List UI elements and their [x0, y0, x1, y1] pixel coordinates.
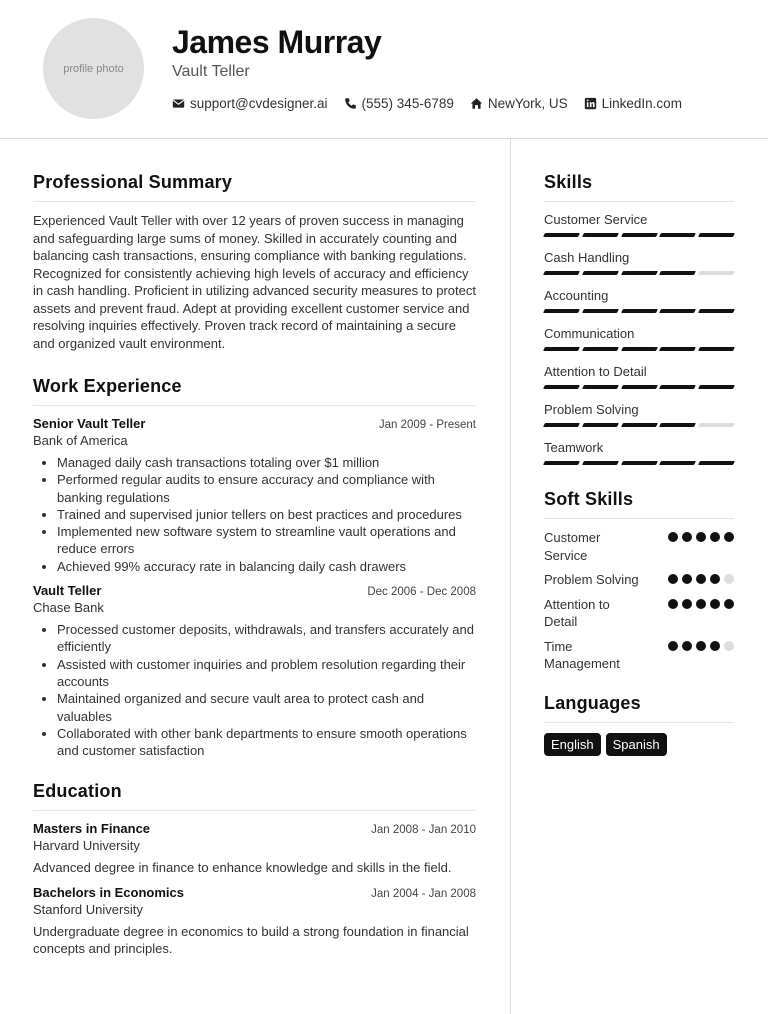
education-entry	[33, 821, 476, 877]
skill-item	[544, 212, 734, 237]
rating-dot	[696, 599, 706, 609]
education-entry	[33, 885, 476, 958]
job-title: Senior Vault Teller	[33, 416, 146, 431]
skill-level-bar	[544, 271, 734, 275]
skill-level-segment	[659, 423, 696, 427]
soft-skill-item	[544, 571, 734, 589]
skill-level-bar	[544, 461, 734, 465]
education-list	[33, 821, 476, 958]
skill-name: Cash Handling	[544, 250, 630, 265]
skill-name: Customer Service	[544, 212, 648, 227]
rating-dot	[724, 641, 734, 651]
skill-item	[544, 250, 734, 275]
profile-photo-placeholder: profile photo	[63, 62, 124, 75]
job-company: Bank of America	[33, 433, 128, 448]
rating-dot	[710, 599, 720, 609]
contact-phone[interactable]	[344, 96, 454, 111]
languages-section	[544, 693, 734, 756]
resume-header	[0, 0, 768, 139]
job-list	[33, 416, 476, 759]
job-date: Dec 2006 - Dec 2008	[367, 586, 476, 599]
main-column	[33, 172, 476, 962]
contact-linkedin-text: LinkedIn.com	[601, 96, 682, 111]
skill-level-segment	[621, 347, 658, 351]
job-bullet: Collaborated with other bank departments to ensure smooth operations and customer satisfaction	[57, 725, 476, 760]
soft-skill-item	[544, 529, 734, 564]
skill-level-segment	[543, 385, 580, 389]
summary-text: Experienced Vault Teller with over 12 years of proven success in managing and safeguarding large sums of money. Skilled in accurately counting and balancing cash transactions, ensuring compliance with banking regulations. Recognized for consistently achieving high levels of accuracy and efficiency in cash handling. Proficient in utilizing advanced security measures to protect assets and prevent fraud. Adept at providing excellent customer service and resolving inquiries effectively. Proven track record of maintaining a secure and organized vault environment.	[33, 213, 476, 351]
skills-list	[544, 212, 734, 465]
soft-skills-section	[544, 489, 734, 673]
skill-level-segment	[659, 309, 696, 313]
skill-level-segment	[698, 233, 735, 237]
skill-level-segment	[621, 461, 658, 465]
education-header	[33, 821, 476, 836]
education-description: Advanced degree in finance to enhance knowledge and skills in the field.	[33, 860, 452, 876]
skill-level-bar	[544, 423, 734, 427]
skill-level-segment	[659, 385, 696, 389]
job-entry	[33, 583, 476, 759]
skill-level-segment	[582, 233, 619, 237]
soft-skill-name: Attention to Detail	[544, 596, 610, 629]
rating-dot	[724, 599, 734, 609]
soft-skill-name: Time Management	[544, 638, 620, 671]
skill-level-segment	[659, 347, 696, 351]
skill-level-segment	[698, 385, 735, 389]
soft-skill-rating	[668, 641, 734, 651]
job-date: Jan 2009 - Present	[378, 419, 476, 431]
education-degree: Masters in Finance	[33, 821, 151, 837]
education-date: Jan 2008 - Jan 2010	[371, 824, 476, 837]
skill-level-segment	[698, 309, 735, 313]
soft-skills-title: Soft Skills	[544, 489, 734, 519]
skill-name: Teamwork	[544, 440, 604, 455]
contact-location-text: NewYork, US	[487, 96, 568, 111]
job-bullet: Performed regular audits to ensure accuracy and compliance with banking regulations	[57, 471, 476, 506]
education-date: Jan 2004 - Jan 2008	[371, 887, 476, 900]
rating-dot	[682, 641, 692, 651]
job-bullet: Implemented new software system to streamline vault operations and reduce errors	[57, 523, 476, 558]
rating-dot	[710, 574, 720, 584]
skill-level-segment	[582, 347, 619, 351]
education-description: Undergraduate degree in economics to build a strong foundation in financial concepts and principles.	[33, 923, 469, 957]
soft-skills-list	[544, 529, 734, 673]
skill-level-bar	[544, 385, 734, 389]
rating-dot	[724, 574, 734, 584]
job-header	[33, 583, 476, 598]
contact-email[interactable]	[172, 96, 328, 111]
contact-email-text: support@cvdesigner.ai	[190, 96, 328, 111]
skill-level-segment	[621, 271, 658, 275]
skill-name: Problem Solving	[544, 402, 639, 417]
phone-icon	[344, 97, 357, 110]
skill-item	[544, 364, 734, 389]
soft-skill-item	[544, 596, 734, 631]
skill-name: Accounting	[544, 288, 609, 303]
rating-dot	[668, 599, 678, 609]
rating-dot	[696, 532, 706, 542]
skill-level-segment	[621, 309, 658, 313]
contact-phone-text: (555) 345-6789	[361, 96, 454, 111]
skill-level-segment	[582, 423, 619, 427]
rating-dot	[696, 574, 706, 584]
work-section	[33, 376, 476, 759]
rating-dot	[710, 532, 720, 542]
skill-level-segment	[582, 309, 619, 313]
contact-bar	[172, 96, 698, 111]
skill-level-segment	[698, 423, 735, 427]
language-badge: English	[544, 733, 601, 756]
rating-dot	[682, 599, 692, 609]
skill-item	[544, 440, 734, 465]
job-bullets	[33, 621, 476, 759]
contact-linkedin[interactable]	[584, 96, 682, 111]
language-badge: Spanish	[606, 733, 667, 756]
rating-dot	[724, 532, 734, 542]
skill-level-segment	[698, 271, 735, 275]
skill-level-segment	[543, 461, 580, 465]
job-bullet: Achieved 99% accuracy rate in balancing daily cash drawers	[57, 558, 476, 575]
summary-section	[33, 172, 476, 352]
job-bullet: Managed daily cash transactions totaling over $1 million	[57, 454, 476, 471]
job-bullet: Processed customer deposits, withdrawals, and transfers accurately and efficiently	[57, 621, 476, 656]
skill-level-segment	[698, 461, 735, 465]
skill-level-bar	[544, 233, 734, 237]
rating-dot	[696, 641, 706, 651]
skill-level-segment	[582, 271, 619, 275]
soft-skill-name: Problem Solving	[544, 572, 639, 587]
summary-title: Professional Summary	[33, 172, 476, 202]
skill-level-segment	[543, 271, 580, 275]
education-header	[33, 885, 476, 900]
skill-level-segment	[582, 461, 619, 465]
job-company: Chase Bank	[33, 600, 104, 616]
soft-skill-rating	[668, 574, 734, 584]
soft-skill-name: Customer Service	[544, 530, 601, 563]
job-bullet: Maintained organized and secure vault area to protect cash and valuables	[57, 690, 476, 725]
rating-dot	[682, 574, 692, 584]
candidate-name: James Murray	[172, 24, 382, 60]
profile-photo	[43, 18, 144, 119]
skill-level-segment	[659, 233, 696, 237]
skill-item	[544, 288, 734, 313]
soft-skill-item	[544, 638, 734, 673]
education-degree: Bachelors in Economics	[33, 884, 184, 900]
skill-level-segment	[659, 271, 696, 275]
candidate-role: Vault Teller	[172, 63, 250, 80]
skill-level-segment	[582, 385, 619, 389]
skill-name: Attention to Detail	[544, 364, 647, 379]
side-column	[544, 172, 734, 756]
rating-dot	[668, 532, 678, 542]
soft-skill-rating	[668, 599, 734, 609]
skill-item	[544, 326, 734, 351]
linkedin-icon	[584, 97, 597, 110]
job-bullet: Assisted with customer inquiries and problem resolution regarding their accounts	[57, 656, 476, 691]
skill-item	[544, 402, 734, 427]
skills-title: Skills	[544, 172, 734, 202]
skill-level-segment	[621, 423, 658, 427]
skill-level-bar	[544, 309, 734, 313]
languages-title: Languages	[544, 693, 734, 723]
skills-section	[544, 172, 734, 465]
job-title: Vault Teller	[33, 583, 102, 599]
education-school: Stanford University	[33, 901, 143, 917]
envelope-icon	[172, 97, 185, 110]
rating-dot	[668, 574, 678, 584]
skill-level-segment	[543, 309, 580, 313]
work-title: Work Experience	[33, 376, 476, 406]
job-bullet: Trained and supervised junior tellers on best practices and procedures	[57, 506, 476, 523]
job-header	[33, 416, 476, 431]
rating-dot	[710, 641, 720, 651]
skill-level-segment	[621, 385, 658, 389]
skill-level-segment	[698, 347, 735, 351]
column-divider	[510, 139, 511, 1014]
job-entry	[33, 416, 476, 575]
education-section	[33, 781, 476, 958]
languages-list	[544, 733, 734, 756]
rating-dot	[682, 532, 692, 542]
skill-name: Communication	[544, 326, 635, 341]
job-bullets	[33, 454, 476, 575]
skill-level-segment	[543, 423, 580, 427]
skill-level-segment	[543, 233, 580, 237]
contact-location	[470, 96, 568, 111]
rating-dot	[668, 641, 678, 651]
education-title: Education	[33, 781, 476, 811]
skill-level-segment	[659, 461, 696, 465]
education-school: Harvard University	[33, 838, 140, 854]
skill-level-bar	[544, 347, 734, 351]
skill-level-segment	[543, 347, 580, 351]
skill-level-segment	[621, 233, 658, 237]
home-icon	[470, 97, 483, 110]
soft-skill-rating	[668, 532, 734, 542]
